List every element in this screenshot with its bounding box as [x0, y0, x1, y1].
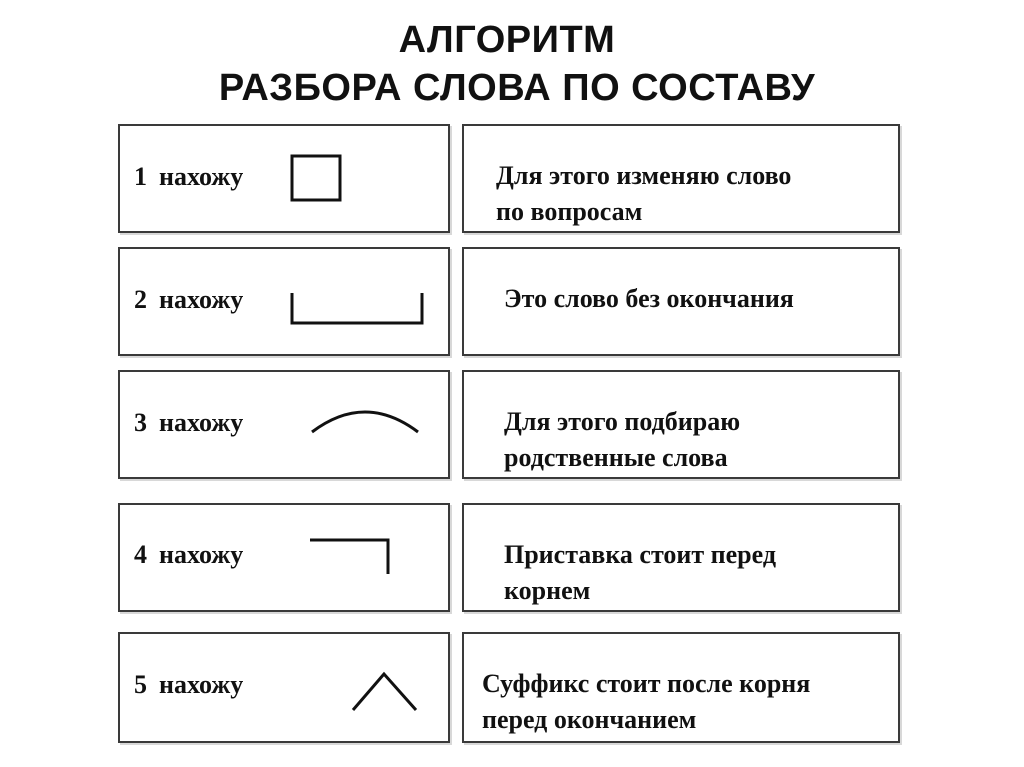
step-1-description: [496, 158, 791, 230]
step-3-number: 3: [134, 408, 147, 437]
step-3-verb: нахожу: [159, 408, 244, 437]
step-2-description: [504, 281, 794, 317]
step-2-number: 2: [134, 285, 147, 314]
step-1-description-box: [462, 124, 900, 233]
step-1-label: [134, 162, 243, 192]
stem-bracket-icon: [290, 291, 426, 327]
step-3-description-line-2: родственные слова: [504, 443, 728, 472]
step-3-label: [134, 408, 243, 438]
step-4-description-line-1: Приставка стоит перед: [504, 540, 776, 569]
step-5-number: 5: [134, 670, 147, 699]
step-2-description-box: [462, 247, 900, 356]
step-5-description-box: [462, 632, 900, 743]
step-1-verb: нахожу: [159, 162, 244, 191]
step-1-box: [118, 124, 450, 233]
root-arc-icon: [310, 402, 422, 436]
suffix-caret-icon: [350, 670, 420, 714]
step-4-box: [118, 503, 450, 612]
step-3-box: [118, 370, 450, 479]
page-title: [0, 16, 1024, 112]
step-1-description-line-1: Для этого изменяю слово: [496, 161, 792, 190]
step-4-description: [504, 537, 776, 609]
title-line-1: АЛГОРИТМ: [398, 19, 616, 61]
step-2-description-line-1: Это слово без окончания: [504, 284, 794, 313]
step-5-box: [118, 632, 450, 743]
step-4-label: [134, 540, 243, 570]
step-4-description-box: [462, 503, 900, 612]
step-2-box: [118, 247, 450, 356]
prefix-corner-icon: [308, 538, 392, 576]
step-3-description-line-1: Для этого подбираю: [504, 407, 741, 436]
step-1-number: 1: [134, 162, 147, 191]
step-3-description-box: [462, 370, 900, 479]
step-2-verb: нахожу: [159, 285, 244, 314]
step-4-verb: нахожу: [159, 540, 244, 569]
step-2-label: [134, 285, 243, 315]
ending-square-icon: [290, 154, 344, 204]
step-1-description-line-2: по вопросам: [496, 197, 643, 226]
step-5-description: [482, 666, 810, 738]
step-5-description-line-2: перед окончанием: [482, 705, 697, 734]
step-4-number: 4: [134, 540, 147, 569]
step-3-description: [504, 404, 740, 476]
step-4-description-line-2: корнем: [504, 576, 591, 605]
step-5-label: [134, 670, 243, 700]
step-5-description-line-1: Суффикс стоит после корня: [482, 669, 811, 698]
title-line-2: РАЗБОРА СЛОВА ПО СОСТАВУ: [218, 67, 816, 109]
step-5-verb: нахожу: [159, 670, 244, 699]
